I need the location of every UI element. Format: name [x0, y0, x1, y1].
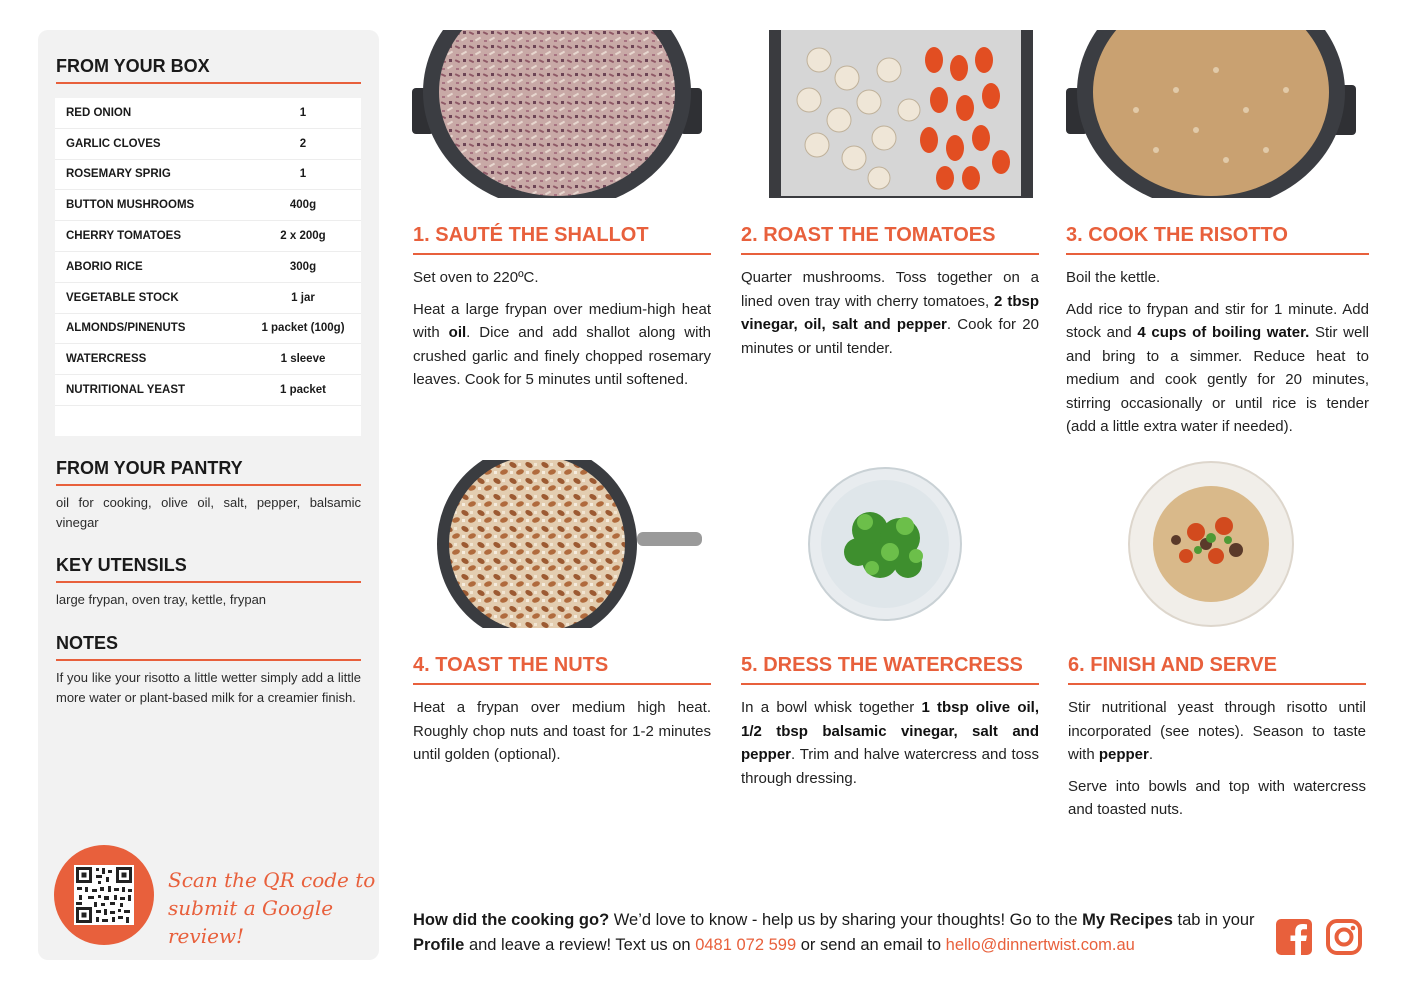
ingredient-qty: 1 packet [279, 384, 327, 397]
ingredient-qty: 2 [299, 137, 307, 150]
footer-question: How did the cooking go? [413, 911, 610, 929]
text: Stir well and bring to a simmer. Reduce heat to medium and cook gently for 20 minutes, stirring occasionally or until rice is tender (add a little extra water if needed). [1066, 324, 1370, 435]
bold-text: oil [448, 324, 467, 341]
step1-title: 1. SAUTÉ THE SHALLOT [413, 224, 649, 246]
step4-body [413, 696, 711, 775]
box-heading-rule [56, 82, 361, 84]
box-heading: FROM YOUR BOX [56, 56, 210, 76]
step2-body [741, 266, 1039, 368]
pantry-text: oil for cooking, olive oil, salt, pepper, balsamic vinegar [56, 495, 361, 530]
ingredient-name: ALMONDS/PINENUTS [66, 322, 186, 335]
text: Stir nutritional yeast through risotto until incorporated (see notes). Season to taste with [1068, 699, 1366, 763]
step3-para [1066, 298, 1369, 439]
step4-para: Heat a frypan over medium high heat. Roughly chop nuts and toast for 1-2 minutes until golden (optional). [413, 699, 711, 763]
notes-text: If you like your risotto a little wetter simply add a little more water or plant-based milk for a creamier finish. [56, 670, 361, 705]
ingredient-name: BUTTON MUSHROOMS [66, 199, 195, 212]
ingredient-row [55, 314, 361, 345]
ingredient-qty: 1 sleeve [280, 353, 326, 366]
step5-rule [741, 683, 1039, 685]
text: Add rice to frypan and stir for 1 minute. Add stock and [1066, 300, 1369, 341]
step4-title: 4. TOAST THE NUTS [413, 654, 609, 676]
utensils-text: large frypan, oven tray, kettle, frypan [56, 592, 267, 607]
ingredient-qty: 400g [289, 199, 317, 212]
step1-body [413, 266, 711, 400]
ingredient-qty: 300g [289, 260, 317, 273]
step6-title: 6. FINISH AND SERVE [1068, 654, 1277, 676]
ingredient-qty: 1 packet (100g) [261, 322, 345, 335]
step5-para [741, 696, 1039, 790]
bold-text: 4 cups of boiling water. [1137, 324, 1310, 341]
ingredient-name: CHERRY TOMATOES [66, 230, 182, 243]
text: Quarter mushrooms. Toss together on a lined oven tray with cherry tomatoes, [741, 269, 1039, 310]
phone-link[interactable]: 0481 072 599 [695, 936, 797, 954]
footer-text: We’d love to know - help us by sharing your thoughts! Go to the [609, 911, 1083, 929]
ingredient-row [55, 283, 361, 314]
ingredient-name: RED ONION [66, 106, 132, 119]
ingredient-qty: 1 [299, 106, 307, 119]
step6-para [1068, 696, 1366, 767]
notes-heading: NOTES [56, 633, 119, 653]
instagram-icon[interactable] [1325, 918, 1363, 956]
ingredient-name: WATERCRESS [66, 353, 147, 366]
step4-photo [412, 460, 702, 628]
pantry-heading: FROM YOUR PANTRY [56, 458, 243, 478]
step1-para [413, 298, 711, 392]
ingredient-row [55, 375, 361, 406]
text: . [1148, 746, 1154, 763]
ingredient-qty: 2 x 200g [280, 230, 326, 243]
bold-text: 1 tbsp olive oil, 1/2 tbsp balsamic vinegar, salt and pepper [741, 699, 1039, 763]
ingredient-row [55, 221, 361, 252]
step3-para: Boil the kettle. [1066, 269, 1161, 286]
my-recipes-link[interactable]: My Recipes [1082, 911, 1173, 929]
step6-rule [1068, 683, 1366, 685]
ingredient-qty: 1 jar [291, 291, 315, 304]
step5-body [741, 696, 1039, 798]
step5-title: 5. DRESS THE WATERCRESS [741, 654, 1023, 676]
pantry-heading-rule [56, 484, 361, 486]
email-link[interactable]: hello@dinnertwist.com.au [945, 936, 1135, 954]
notes-heading-rule [56, 659, 361, 661]
ingredient-row [55, 344, 361, 375]
step2-photo [756, 30, 1046, 198]
bold-text: pepper [1098, 746, 1149, 763]
ingredients-table [55, 98, 361, 436]
footer-text: tab in your [1172, 911, 1255, 929]
bold-text: 2 tbsp vinegar, oil, salt and pepper [741, 292, 1039, 333]
text: . Trim and halve watercress and toss through dressing. [741, 746, 1039, 787]
footer-text: or send an email to [796, 936, 946, 954]
step3-rule [1066, 253, 1369, 255]
text: . Dice and add shallot along with crushed garlic and finely chopped rosemary leaves. Cook for 5 minutes until softened. [413, 324, 711, 388]
step4-rule [413, 683, 711, 685]
ingredient-row [55, 160, 361, 191]
text: In a bowl whisk together [741, 699, 922, 716]
ingredient-row [55, 190, 361, 221]
footer-text: and leave a review! Text us on [464, 936, 696, 954]
qr-caption-line1: Scan the QR code to [168, 868, 376, 892]
qr-caption [168, 866, 379, 950]
ingredient-row [55, 129, 361, 160]
qr-badge[interactable] [54, 845, 154, 945]
step2-title: 2. ROAST THE TOMATOES [741, 224, 996, 246]
ingredient-row [55, 98, 361, 129]
text: . Cook for 20 minutes or until tender. [741, 316, 1039, 357]
ingredient-name: ABORIO RICE [66, 260, 143, 273]
step6-body [1068, 696, 1366, 830]
step1-para: Set oven to 220ºC. [413, 269, 539, 286]
step6-photo [1066, 460, 1356, 628]
utensils-heading: KEY UTENSILS [56, 555, 187, 575]
step6-para: Serve into bowls and top with watercress and toasted nuts. [1068, 777, 1366, 818]
ingredient-name: ROSEMARY SPRIG [66, 168, 171, 181]
profile-link[interactable]: Profile [413, 936, 465, 954]
step3-photo [1066, 30, 1356, 198]
qr-code-icon[interactable] [74, 865, 134, 925]
ingredient-name: GARLIC CLOVES [66, 137, 161, 150]
ingredient-name: NUTRITIONAL YEAST [66, 384, 186, 397]
ingredient-row [55, 252, 361, 283]
text: Heat a large frypan over medium-high heat with [413, 300, 711, 341]
step1-photo [412, 30, 702, 198]
step2-para [741, 266, 1039, 360]
step3-body [1066, 266, 1369, 447]
step1-rule [413, 253, 711, 255]
step2-rule [741, 253, 1039, 255]
ingredient-qty: 1 [299, 168, 307, 181]
review-footer [413, 908, 1263, 958]
step5-photo [740, 460, 1030, 628]
facebook-icon[interactable] [1275, 918, 1313, 956]
utensils-heading-rule [56, 581, 361, 583]
ingredients-sidebar [38, 30, 379, 960]
qr-caption-line2: submit a Google review! [168, 896, 334, 948]
ingredient-name: VEGETABLE STOCK [66, 291, 179, 304]
step3-title: 3. COOK THE RISOTTO [1066, 224, 1288, 246]
